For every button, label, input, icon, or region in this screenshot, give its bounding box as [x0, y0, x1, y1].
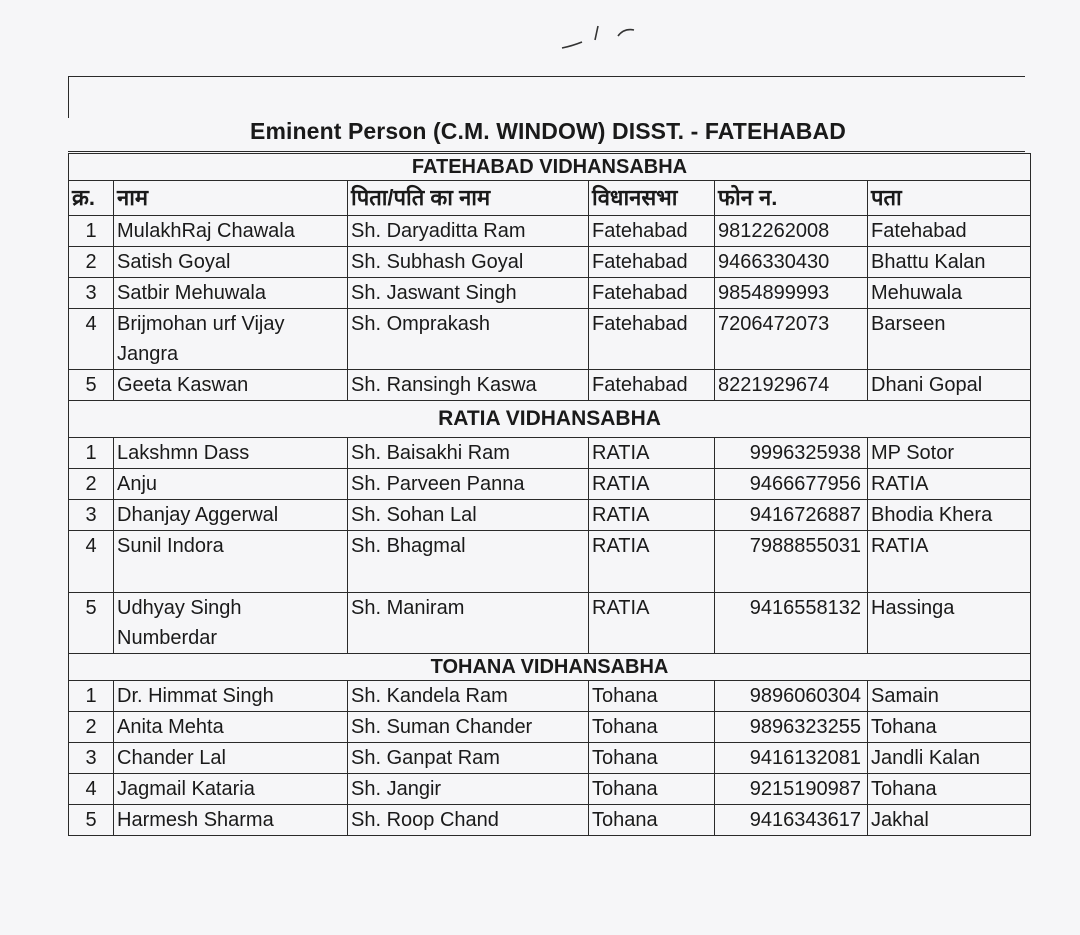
table-row [69, 309, 1031, 370]
cell-vidhansabha: RATIA [589, 438, 715, 469]
cell-vidhansabha: Fatehabad [589, 247, 715, 278]
cell-sno: 5 [69, 593, 114, 654]
cell-sno: 2 [69, 469, 114, 500]
cell-sno: 5 [69, 370, 114, 401]
cell-name: Lakshmn Dass [114, 438, 348, 469]
cell-father: Sh. Subhash Goyal [348, 247, 589, 278]
cell-address: Bhodia Khera [868, 500, 1031, 531]
table-row [69, 593, 1031, 654]
cell-vidhansabha: Tohana [589, 774, 715, 805]
cell-father: Sh. Jangir [348, 774, 589, 805]
cell-father: Sh. Ganpat Ram [348, 743, 589, 774]
cell-vidhansabha: RATIA [589, 593, 715, 654]
eminent-person-table [68, 153, 1031, 836]
cell-name: Brijmohan urf Vijay Jangra [114, 309, 348, 370]
cell-father: Sh. Baisakhi Ram [348, 438, 589, 469]
cell-name: Chander Lal [114, 743, 348, 774]
cell-phone: 7206472073 [715, 309, 868, 370]
cell-father: Sh. Ransingh Kaswa [348, 370, 589, 401]
cell-phone: 9416558132 [715, 593, 868, 654]
cell-address: Mehuwala [868, 278, 1031, 309]
cell-sno: 1 [69, 216, 114, 247]
section-title: TOHANA VIDHANSABHA [69, 654, 1031, 681]
cell-phone: 9996325938 [715, 438, 868, 469]
cell-vidhansabha: Fatehabad [589, 278, 715, 309]
cell-address: Tohana [868, 774, 1031, 805]
cell-phone: 9416343617 [715, 805, 868, 836]
cell-name: Udhyay Singh Numberdar [114, 593, 348, 654]
title-underline [68, 151, 1025, 152]
cell-address: Samain [868, 681, 1031, 712]
cell-phone: 9416132081 [715, 743, 868, 774]
cell-name: Dr. Himmat Singh [114, 681, 348, 712]
cell-phone: 9466677956 [715, 469, 868, 500]
table-row [69, 278, 1031, 309]
cell-vidhansabha: Fatehabad [589, 309, 715, 370]
cell-vidhansabha: RATIA [589, 500, 715, 531]
cell-address: Hassinga [868, 593, 1031, 654]
cell-sno: 2 [69, 712, 114, 743]
cell-vidhansabha: RATIA [589, 469, 715, 500]
section-header-row [69, 654, 1031, 681]
header-name: नाम [114, 181, 348, 216]
column-header-row [69, 181, 1031, 216]
section-header-row [69, 154, 1031, 181]
cell-sno: 4 [69, 774, 114, 805]
header-vidhansabha: विधानसभा [589, 181, 715, 216]
table-row [69, 370, 1031, 401]
table-row [69, 216, 1031, 247]
section-title: RATIA VIDHANSABHA [69, 401, 1031, 438]
left-border-line [68, 76, 69, 118]
header-sno: क्र. [69, 181, 114, 216]
table-row [69, 681, 1031, 712]
cell-phone: 7988855031 [715, 531, 868, 593]
top-border-line [68, 76, 1025, 77]
cell-father: Sh. Jaswant Singh [348, 278, 589, 309]
cell-vidhansabha: RATIA [589, 531, 715, 593]
cell-address: Bhattu Kalan [868, 247, 1031, 278]
table-row [69, 438, 1031, 469]
cell-address: Jandli Kalan [868, 743, 1031, 774]
cell-address: Dhani Gopal [868, 370, 1031, 401]
cell-father: Sh. Kandela Ram [348, 681, 589, 712]
cell-sno: 3 [69, 278, 114, 309]
cell-sno: 2 [69, 247, 114, 278]
cell-name: Anju [114, 469, 348, 500]
table-row [69, 743, 1031, 774]
cell-address: Fatehabad [868, 216, 1031, 247]
cell-sno: 5 [69, 805, 114, 836]
cell-phone: 9466330430 [715, 247, 868, 278]
cell-name: Anita Mehta [114, 712, 348, 743]
table-row [69, 805, 1031, 836]
cell-address: Barseen [868, 309, 1031, 370]
section-title: FATEHABAD VIDHANSABHA [69, 154, 1031, 181]
document-title: Eminent Person (C.M. WINDOW) DISST. - FATEHABAD [250, 118, 846, 144]
cell-sno: 4 [69, 309, 114, 370]
cell-father: Sh. Suman Chander [348, 712, 589, 743]
table-row [69, 712, 1031, 743]
section-header-row [69, 401, 1031, 438]
cell-address: MP Sotor [868, 438, 1031, 469]
table-row [69, 531, 1031, 593]
table-row [69, 247, 1031, 278]
cell-address: RATIA [868, 531, 1031, 593]
header-father: पिता/पति का नाम [348, 181, 589, 216]
cell-sno: 3 [69, 500, 114, 531]
cell-name: Sunil Indora [114, 531, 348, 593]
cell-father: Sh. Parveen Panna [348, 469, 589, 500]
cell-name: Harmesh Sharma [114, 805, 348, 836]
cell-sno: 1 [69, 438, 114, 469]
cell-phone: 9812262008 [715, 216, 868, 247]
cell-vidhansabha: Fatehabad [589, 370, 715, 401]
cell-address: Tohana [868, 712, 1031, 743]
cell-father: Sh. Bhagmal [348, 531, 589, 593]
cell-name: Jagmail Kataria [114, 774, 348, 805]
cell-father: Sh. Roop Chand [348, 805, 589, 836]
cell-phone: 9854899993 [715, 278, 868, 309]
table-row [69, 469, 1031, 500]
cell-sno: 3 [69, 743, 114, 774]
cell-phone: 9896060304 [715, 681, 868, 712]
cell-father: Sh. Maniram [348, 593, 589, 654]
cell-phone: 9896323255 [715, 712, 868, 743]
cell-address: Jakhal [868, 805, 1031, 836]
cell-name: Satbir Mehuwala [114, 278, 348, 309]
cell-father: Sh. Sohan Lal [348, 500, 589, 531]
cell-name: Geeta Kaswan [114, 370, 348, 401]
table-row [69, 774, 1031, 805]
cell-phone: 9215190987 [715, 774, 868, 805]
cell-vidhansabha: Tohana [589, 681, 715, 712]
cell-address: RATIA [868, 469, 1031, 500]
cell-name: Dhanjay Aggerwal [114, 500, 348, 531]
cell-name: Satish Goyal [114, 247, 348, 278]
cell-father: Sh. Daryaditta Ram [348, 216, 589, 247]
table-row [69, 500, 1031, 531]
header-address: पता [868, 181, 1031, 216]
cell-vidhansabha: Tohana [589, 805, 715, 836]
cell-name: MulakhRaj Chawala [114, 216, 348, 247]
cell-vidhansabha: Tohana [589, 712, 715, 743]
cell-phone: 8221929674 [715, 370, 868, 401]
cell-father: Sh. Omprakash [348, 309, 589, 370]
cell-sno: 1 [69, 681, 114, 712]
cell-sno: 4 [69, 531, 114, 593]
handwritten-mark [558, 20, 638, 59]
cell-phone: 9416726887 [715, 500, 868, 531]
cell-vidhansabha: Tohana [589, 743, 715, 774]
header-phone: फोन न. [715, 181, 868, 216]
cell-vidhansabha: Fatehabad [589, 216, 715, 247]
